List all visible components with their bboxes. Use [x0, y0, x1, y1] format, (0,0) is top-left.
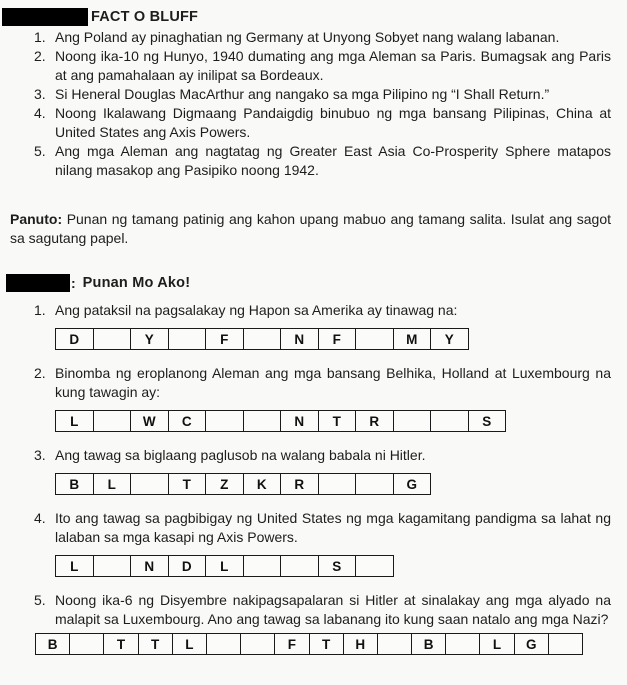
fact-item-number: 2.	[34, 48, 46, 64]
answer-cell-letter: B	[56, 474, 94, 494]
fact-item	[10, 104, 611, 142]
answer-cell-letter: L	[206, 556, 244, 576]
instructions-paragraph	[10, 210, 611, 248]
question-text: Binomba ng eroplanong Aleman ang mga bansang Belhika, Holland at Luxembourg na kung tawagin ay:	[55, 365, 611, 400]
answer-cell-blank	[70, 634, 104, 654]
redacted-block	[6, 274, 70, 292]
answer-cell-blank	[244, 556, 282, 576]
question-number: 1.	[34, 302, 46, 318]
answer-cell-letter: Y	[131, 329, 169, 349]
answer-cell-blank	[319, 474, 357, 494]
answer-cell-blank	[378, 634, 412, 654]
fact-item-text: Si Heneral Douglas MacArthur ang nangako sa mga Pilipino ng “I Shall Return.”	[55, 86, 550, 102]
fact-item-number: 3.	[34, 86, 46, 102]
question-4	[10, 509, 611, 577]
answer-cell-letter: R	[281, 474, 319, 494]
question-1	[10, 301, 611, 350]
answer-cell-letter: M	[394, 329, 432, 349]
fact-section-heading: FACT O BLUFF	[91, 9, 199, 25]
fact-item-text: Ang mga Aleman ang nagtatag ng Greater East Asia Co-Prosperity Sphere matapos nilang masakop ang Pasipiko noong 1942.	[55, 143, 611, 178]
answer-cell-letter: S	[482, 413, 492, 429]
answer-cell-letter: G	[515, 634, 549, 654]
answer-cell-letter: N	[281, 329, 319, 349]
answer-cell-blank	[169, 329, 207, 349]
fact-section-header	[10, 8, 611, 26]
answer-cell-blank	[244, 411, 282, 431]
answer-cell-letter: L	[173, 634, 207, 654]
answer-cell-blank	[94, 329, 132, 349]
answer-cell-blank	[244, 329, 282, 349]
question-number: 2.	[34, 365, 46, 381]
answer-cell-letter: H	[344, 634, 378, 654]
answer-cell-letter: Y	[444, 331, 454, 347]
question-3	[10, 446, 611, 495]
answer-cell-letter: T	[310, 634, 344, 654]
fact-item	[10, 85, 611, 104]
answer-cell-blank	[94, 556, 132, 576]
fill-section-heading: Punan Mo Ako!	[82, 275, 191, 291]
answer-cell-letter: L	[56, 556, 94, 576]
answer-cell-blank	[431, 411, 469, 431]
answer-cell-letter: L	[56, 411, 94, 431]
question-number: 3.	[34, 447, 46, 463]
answer-cell-letter: T	[169, 474, 207, 494]
answer-cell-letter: Z	[206, 474, 244, 494]
answer-boxes-4	[55, 555, 394, 577]
answer-cell-letter: G	[406, 476, 417, 492]
answer-cell-blank	[241, 634, 275, 654]
answer-cell-blank	[207, 634, 241, 654]
question-5	[10, 591, 611, 655]
answer-boxes-2	[55, 410, 506, 432]
answer-cell-letter: D	[56, 329, 94, 349]
fact-item	[10, 47, 611, 85]
fact-item	[10, 142, 611, 180]
instructions-label: Panuto:	[10, 211, 63, 227]
instructions-text: Punan ng tamang patinig ang kahon upang mabuo ang tamang salita. Isulat ang sagot sa sagutang papel.	[10, 211, 612, 246]
answer-cell-blank	[131, 474, 169, 494]
answer-cell-blank	[356, 556, 393, 576]
answer-cell-letter: T	[139, 634, 173, 654]
fact-item-number: 1.	[34, 29, 46, 45]
answer-boxes-1	[55, 328, 469, 350]
answer-cell-blank	[281, 556, 319, 576]
answer-cell-letter: B	[36, 634, 70, 654]
answer-cell-blank	[446, 634, 480, 654]
question-text: Ito ang tawag sa pagbibigay ng United States ng mga kagamitang pandigma sa lahat ng lalaban sa mga kasapi ng Axis Powers.	[55, 510, 611, 545]
answer-cell-blank	[206, 411, 244, 431]
question-number: 4.	[34, 510, 46, 526]
question-text: Ang pataksil na pagsalakay ng Hapon sa Amerika ay tinawag na:	[55, 302, 458, 318]
answer-cell-letter: C	[169, 411, 207, 431]
answer-cell-letter: W	[131, 411, 169, 431]
fact-item-number: 4.	[34, 105, 46, 121]
answer-cell-letter: S	[319, 556, 357, 576]
answer-cell-letter: T	[319, 411, 357, 431]
question-number: 5.	[34, 592, 46, 608]
fact-item-number: 5.	[34, 143, 46, 159]
fact-item-text: Noong Ikalawang Digmaang Pandaigdig binubuo ng mga bansang Pilipinas, China at United States ang Axis Powers.	[55, 105, 611, 140]
answer-cell-letter: N	[131, 556, 169, 576]
fact-item-text: Ang Poland ay pinaghatian ng Germany at Unyong Sobyet nang walang labanan.	[55, 29, 560, 45]
answer-cell-blank	[356, 474, 394, 494]
fill-section-heading-colon: :	[71, 275, 76, 291]
answer-cell-letter: T	[104, 634, 138, 654]
question-text: Noong ika-6 ng Disyembre nakipagsapalaran si Hitler at sinalakay ang mga alyado na malapit sa Luxembourg. Ano ang tawag sa labanang ito kung saan natalo ang mga Nazi?	[55, 592, 611, 627]
answer-cell-letter: L	[94, 474, 132, 494]
fact-list	[10, 28, 611, 180]
question-list	[10, 301, 611, 655]
answer-cell-letter: D	[169, 556, 207, 576]
answer-boxes-3	[55, 473, 431, 495]
answer-cell-blank	[549, 634, 582, 654]
answer-cell-letter: K	[244, 474, 282, 494]
redacted-block	[2, 8, 88, 26]
answer-cell-blank	[394, 411, 432, 431]
answer-cell-letter: F	[319, 329, 357, 349]
answer-cell-blank	[94, 411, 132, 431]
fill-section-header	[10, 274, 611, 292]
fact-item	[10, 28, 611, 47]
answer-cell-letter: R	[356, 411, 394, 431]
answer-cell-letter: F	[206, 329, 244, 349]
question-text: Ang tawag sa biglaang paglusob na walang babala ni Hitler.	[55, 447, 426, 463]
fact-item-text: Noong ika-10 ng Hunyo, 1940 dumating ang mga Aleman sa Paris. Bumagsak ang Paris at ang pamahalaan ay inilipat sa Bordeaux.	[55, 48, 611, 83]
answer-boxes-5	[35, 633, 583, 655]
answer-cell-letter: L	[480, 634, 514, 654]
answer-cell-letter: N	[281, 411, 319, 431]
answer-cell-letter: F	[275, 634, 309, 654]
question-2	[10, 364, 611, 432]
answer-cell-blank	[356, 329, 394, 349]
answer-cell-letter: B	[412, 634, 446, 654]
